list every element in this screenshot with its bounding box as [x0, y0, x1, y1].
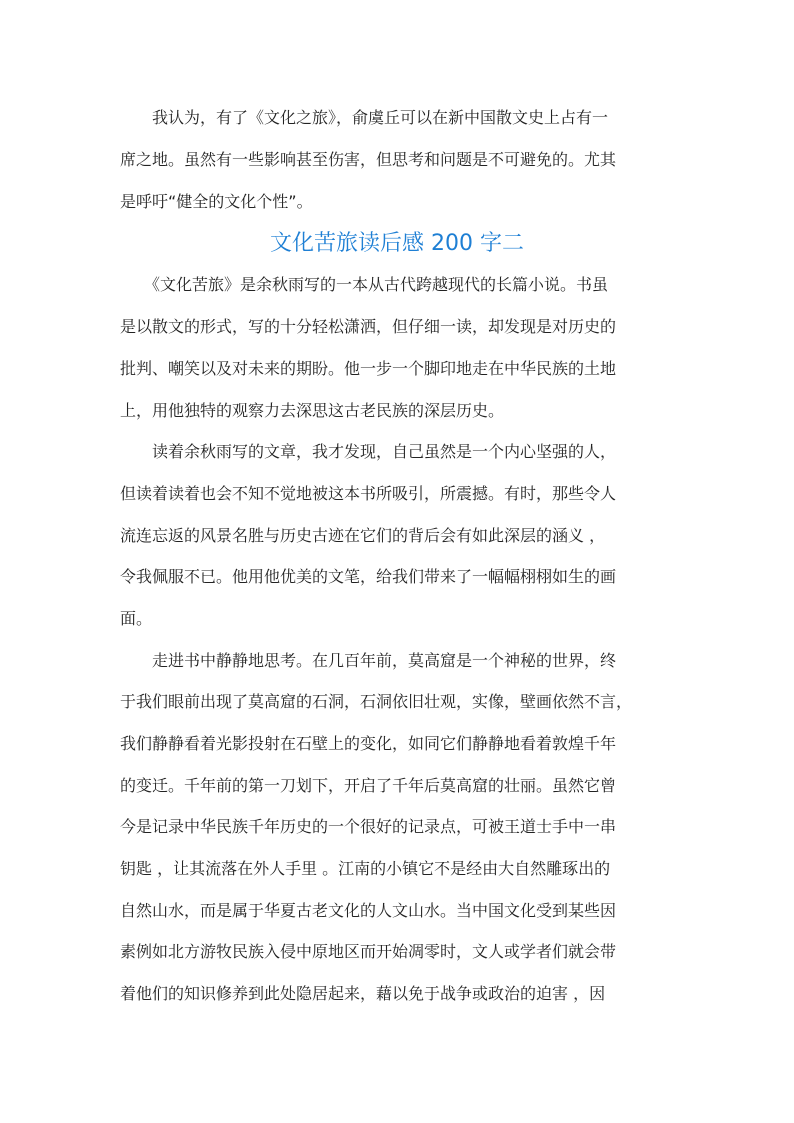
paragraph-4-line-3: 我们静静看着光影投射在石壁上的变化，如同它们静静地看着敦煌千年 — [120, 734, 617, 753]
paragraph-4-line-2: 于我们眼前出现了莫高窟的石洞，石洞依旧壮观，实像，壁画依然不言， — [120, 692, 633, 711]
paragraph-1-line-2: 席之地。虽然有一些影响甚至伤害，但思考和问题是不可避免的。尤其 — [120, 150, 617, 169]
paragraph-3-line-3: 流连忘返的风景名胜与历史古迹在它们的背后会有如此深层的涵义 ， — [120, 526, 606, 545]
paragraph-3-line-5: 面。 — [120, 609, 153, 628]
paragraph-1-line-3: 是呼吁“健全的文化个性”。 — [120, 192, 313, 211]
paragraph-4-line-7: 自然山水，而是属于华夏古老文化的人文山水。当中国文化受到某些因 — [120, 901, 617, 920]
paragraph-1-line-1: 我认为，有了《文化之旅》，俞虞丘可以在新中国散文史上占有一 — [120, 108, 609, 127]
paragraph-4-line-5: 今是记录中华民族千年历史的一个很好的记录点，可被王道士手中一串 — [120, 817, 617, 836]
paragraph-4-line-6: 钥匙 ，让其流落在外人手里 。江南的小镇它不是经由大自然雕琢出的 — [120, 859, 611, 878]
paragraph-4-line-1: 走进书中静静地思考。在几百年前，莫高窟是一个神秘的世界，终 — [120, 651, 617, 670]
paragraph-4-line-4: 的变迁。千年前的第一刀划下，开启了千年后莫高窟的壮丽。虽然它曾 — [120, 776, 617, 795]
paragraph-3-line-1: 读着余秋雨写的文章，我才发现，自己虽然是一个内心坚强的人， — [120, 442, 617, 461]
paragraph-4-line-9: 着他们的知识修养到此处隐居起来，藉以免于战争或政治的迫害 ，因 — [120, 984, 606, 1003]
paragraph-3-line-4: 令我佩服不已。他用他优美的文笔，给我们带来了一幅幅栩栩如生的画 — [120, 567, 617, 586]
paragraph-2-line-2: 是以散文的形式，写的十分轻松潇洒，但仔细一读，却发现是对历史的 — [120, 317, 617, 336]
paragraph-2-line-3: 批判、嘲笑以及对未来的期盼。他一步一个脚印地走在中华民族的土地 — [120, 359, 617, 378]
paragraph-3-line-2: 但读着读着也会不知不觉地被这本书所吸引，所震撼。有时，那些令人 — [120, 484, 617, 503]
section-title: 文化苦旅读后感 200 字二 — [270, 231, 524, 256]
paragraph-2-line-4: 上，用他独特的观察力去深思这古老民族的深层历史。 — [120, 401, 505, 420]
paragraph-4-line-8: 素例如北方游牧民族入侵中原地区而开始凋零时，文人或学者们就会带 — [120, 942, 617, 961]
paragraph-2-line-1: 《文化苦旅》是余秋雨写的一本从古代跨越现代的长篇小说。书虽 — [120, 275, 609, 294]
